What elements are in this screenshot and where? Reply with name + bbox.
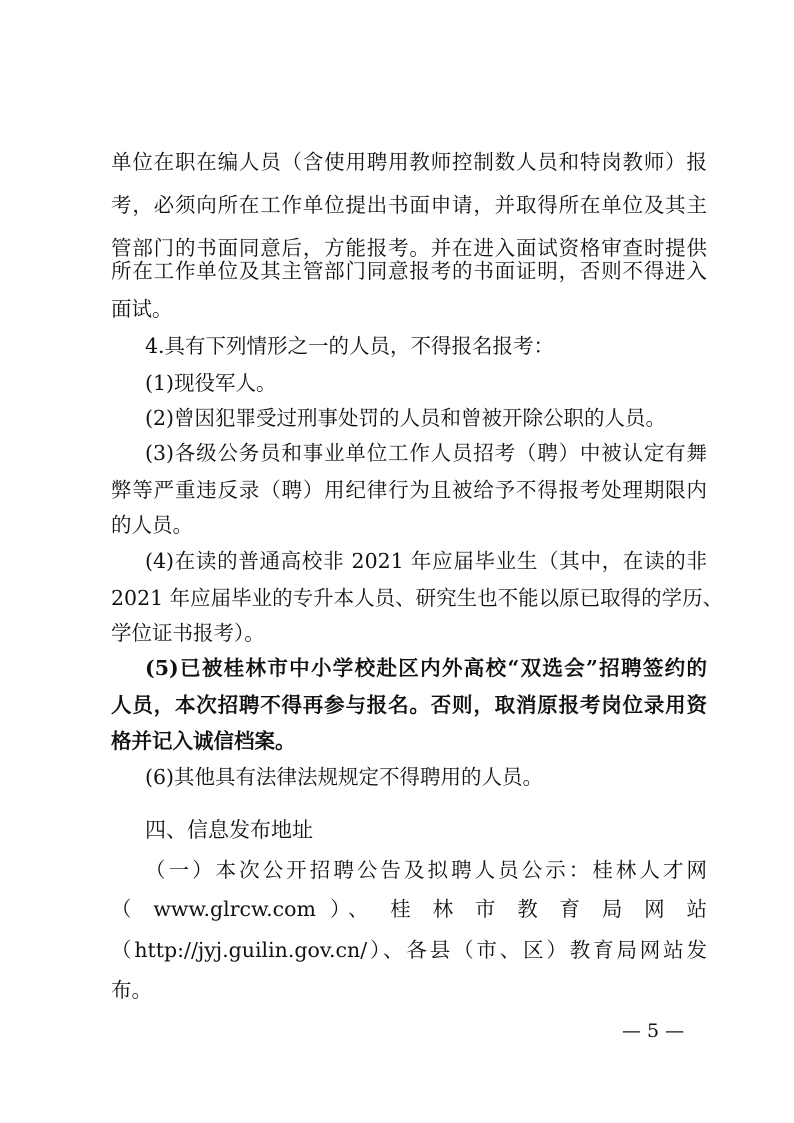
paragraph-line: 单位在职在编人员（含使用聘用教师控制数人员和特岗教师）报	[111, 150, 707, 174]
list-item: (3)各级公务员和事业单位工作人员招考（聘）中被认定有舞	[145, 441, 707, 465]
list-item-emphasis: (5)已被桂林市中小学校赴区内外高校“双选会”招聘签约的	[145, 656, 707, 680]
list-item: (4)在读的普通高校非 2021 年应届毕业生（其中，在读的非	[145, 549, 707, 573]
list-item-emphasis: 人员，本次招聘不得再参与报名。否则，取消原报考岗位录用资	[111, 693, 707, 717]
list-item-title: 4.具有下列情形之一的人员，不得报名报考：	[145, 334, 555, 358]
list-item: (2)曾因犯罪受过刑事处罚的人员和曾被开除公职的人员。	[145, 406, 667, 430]
section-line: （ www.glrcw.com ）、 桂 林 市 教 育 局 网 站	[111, 897, 707, 921]
list-item: 弊等严重违反录（聘）用纪律行为且被给予不得报考处理期限内	[111, 478, 707, 502]
paragraph-line: 所在工作单位及其主管部门同意报考的书面证明，否则不得进入	[111, 259, 707, 283]
section-line: （http://jyj.guilin.gov.cn/）、各县（市、区）教育局网站发	[111, 938, 707, 962]
paragraph-line: 面试。	[111, 297, 173, 321]
list-item: 的人员。	[111, 513, 193, 537]
list-item: (6)其他具有法律法规规定不得聘用的人员。	[145, 765, 544, 789]
section-line: 布。	[111, 978, 152, 1002]
section-heading: 四、信息发布地址	[145, 818, 313, 842]
list-item: (1)现役军人。	[145, 371, 277, 395]
paragraph-line: 考，必须向所在工作单位提出书面申请，并取得所在单位及其主	[111, 193, 707, 217]
section-line: （一）本次公开招聘公告及拟聘人员公示：桂林人才网	[145, 858, 707, 882]
list-item-emphasis: 格并记入诚信档案。	[111, 729, 296, 753]
page-number: — 5 —	[622, 1020, 685, 1042]
paragraph-line: 管部门的书面同意后，方能报考。并在进入面试资格审查时提供	[111, 236, 707, 260]
list-item: 2021 年应届毕业的专升本人员、研究生也不能以原已取得的学历、	[111, 586, 724, 610]
list-item: 学位证书报考）。	[111, 621, 265, 645]
